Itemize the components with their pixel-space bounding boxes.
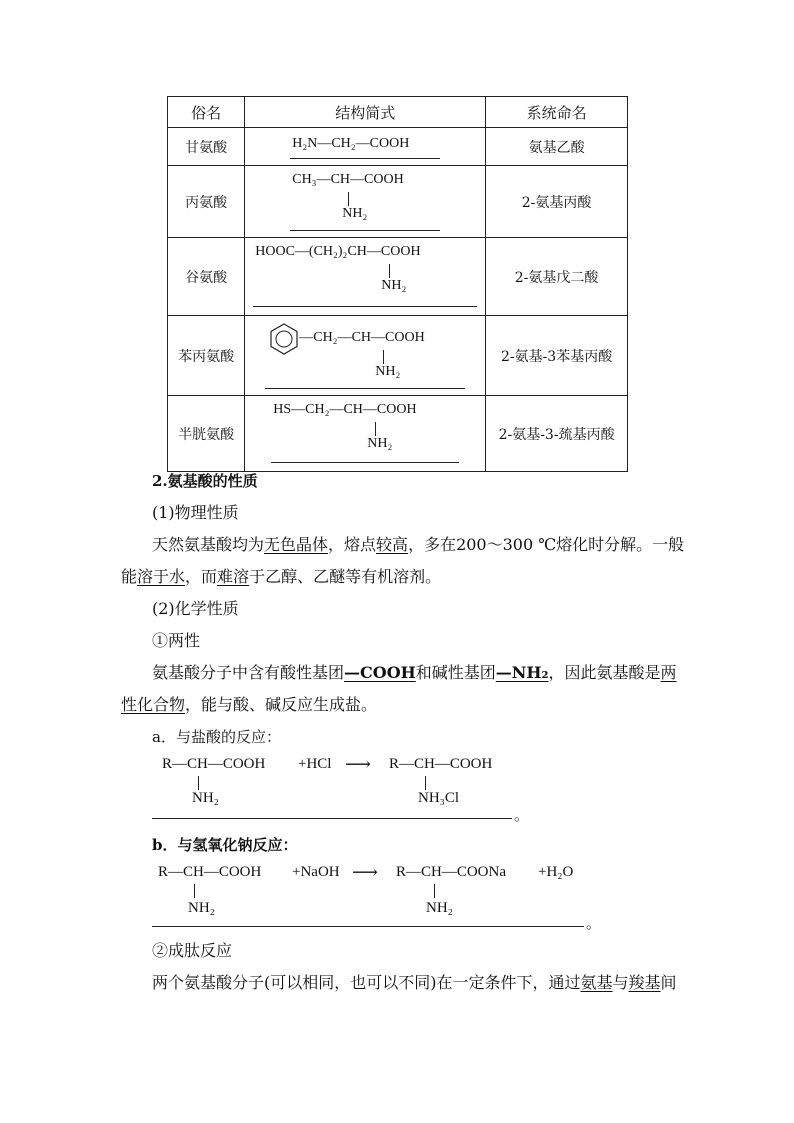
cell-common-name: 丙氨酸 bbox=[168, 166, 245, 238]
subsection-title: ①两性 bbox=[152, 631, 201, 650]
answer-underline bbox=[265, 388, 465, 389]
text-run: 与 bbox=[612, 973, 629, 992]
formula-main: HOOC—(CH₂)₂CH—COOH bbox=[255, 243, 421, 259]
formula-branch: NH₂ bbox=[367, 435, 393, 451]
benzene-ring-icon bbox=[267, 322, 301, 356]
reactant-branch: NH₂ bbox=[192, 790, 219, 806]
answer-blank: —NH₂ bbox=[495, 663, 549, 682]
by-product: +H₂O bbox=[538, 864, 574, 880]
reactant: R—CH—COOH bbox=[158, 864, 262, 880]
cell-system-name: 2-氨基丙酸 bbox=[486, 166, 628, 238]
cell-common-name: 苯丙氨酸 bbox=[168, 316, 245, 396]
answer-blank: 较高 bbox=[376, 535, 409, 554]
formula-main: —CH₂—CH—COOH bbox=[299, 329, 425, 345]
cell-formula bbox=[245, 166, 486, 238]
bond-line bbox=[425, 776, 426, 790]
subsection-title: ②成肽反应 bbox=[152, 941, 233, 960]
cell-formula bbox=[245, 316, 486, 396]
product: R—CH—COOH bbox=[389, 756, 493, 772]
reagent: +HCl bbox=[298, 756, 332, 772]
table-header-row bbox=[168, 97, 628, 128]
text-run: ，熔点 bbox=[328, 535, 377, 554]
text-run: 两个氨基酸分子(可以相同，也可以不同)在一定条件下，通过 bbox=[152, 973, 581, 992]
answer-blank: 两 bbox=[660, 663, 677, 682]
period: 。 bbox=[586, 916, 602, 932]
text-run: ，而 bbox=[185, 567, 218, 586]
text-run: ，能与酸、碱反应生成盐。 bbox=[185, 695, 378, 714]
answer-underline bbox=[290, 158, 440, 159]
answer-blank: 难溶 bbox=[217, 567, 250, 586]
cell-common-name: 甘氨酸 bbox=[168, 128, 245, 166]
text-run: 天然氨基酸均为 bbox=[152, 535, 265, 554]
paragraph-line bbox=[152, 529, 684, 561]
bond-line bbox=[434, 884, 435, 898]
cell-common-name: 半胱氨酸 bbox=[168, 396, 245, 472]
answer-underline bbox=[253, 306, 477, 307]
hcl-reaction bbox=[152, 752, 532, 822]
formula-main: CH₃—CH—COOH bbox=[292, 171, 404, 187]
reaction-arrow: ⟶ bbox=[345, 754, 371, 774]
product-branch: NH₂ bbox=[426, 900, 453, 916]
cell-formula bbox=[245, 128, 486, 166]
reagent: +NaOH bbox=[292, 864, 340, 880]
formula-branch: NH₂ bbox=[381, 277, 407, 293]
answer-underline bbox=[152, 818, 512, 819]
formula-main: H₂N—CH₂—COOH bbox=[292, 135, 410, 151]
formula-main: HS—CH₂—CH—COOH bbox=[273, 401, 417, 417]
section-title: 2.氨基酸的性质 bbox=[152, 472, 258, 490]
answer-blank: 羧基 bbox=[628, 973, 661, 992]
paragraph-line bbox=[152, 967, 677, 999]
period: 。 bbox=[514, 808, 530, 824]
product: R—CH—COONa bbox=[396, 864, 507, 880]
answer-blank: 无色晶体 bbox=[264, 535, 329, 554]
paragraph-line bbox=[152, 657, 677, 689]
table-row bbox=[168, 316, 628, 396]
answer-underline bbox=[290, 230, 440, 231]
reaction-title: a．与盐酸的反应： bbox=[152, 728, 281, 746]
answer-blank: 性化合物 bbox=[121, 695, 186, 714]
paragraph-line bbox=[121, 689, 377, 721]
cell-formula bbox=[245, 396, 486, 472]
bond-line bbox=[194, 884, 195, 898]
product-branch: NH₃Cl bbox=[418, 790, 460, 806]
text-run: 氨基酸分子中含有酸性基团 bbox=[152, 663, 345, 682]
bond-line bbox=[348, 192, 349, 206]
subsection-title: (1)物理性质 bbox=[152, 503, 239, 522]
table-row bbox=[168, 396, 628, 472]
bond-line bbox=[375, 422, 376, 436]
text-run: ，多在200～300 ℃熔化时分解。一般 bbox=[408, 535, 685, 554]
text-run: ，因此氨基酸是 bbox=[548, 663, 661, 682]
table-row bbox=[168, 166, 628, 238]
cell-system-name: 2-氨基-3-巯基丙酸 bbox=[486, 396, 628, 472]
answer-blank: 氨基 bbox=[580, 973, 613, 992]
bond-line bbox=[389, 264, 390, 278]
formula-branch: NH₂ bbox=[342, 205, 368, 221]
naoh-reaction bbox=[152, 860, 612, 932]
header-formula: 结构简式 bbox=[245, 97, 486, 128]
reactant: R—CH—COOH bbox=[162, 756, 266, 772]
answer-underline bbox=[271, 462, 459, 463]
paragraph-line bbox=[121, 561, 441, 593]
reaction-title: b．与氢氧化钠反应： bbox=[152, 836, 298, 854]
answer-underline bbox=[152, 926, 584, 927]
formula-branch: NH₂ bbox=[375, 363, 401, 379]
amino-acid-table bbox=[167, 96, 628, 472]
cell-system-name: 2-氨基-3苯基丙酸 bbox=[486, 316, 628, 396]
reactant-branch: NH₂ bbox=[188, 900, 215, 916]
cell-common-name: 谷氨酸 bbox=[168, 238, 245, 316]
table-row bbox=[168, 238, 628, 316]
table-row bbox=[168, 128, 628, 166]
answer-blank: —COOH bbox=[344, 663, 416, 682]
bond-line bbox=[198, 776, 199, 790]
text-run: 于乙醇、乙醚等有机溶剂。 bbox=[249, 567, 442, 586]
text-run: 和碱性基团 bbox=[415, 663, 496, 682]
subsection-title: (2)化学性质 bbox=[152, 599, 239, 618]
bond-line bbox=[383, 350, 384, 364]
header-common-name: 俗名 bbox=[168, 97, 245, 128]
cell-formula bbox=[245, 238, 486, 316]
cell-system-name: 2-氨基戊二酸 bbox=[486, 238, 628, 316]
text-run: 能 bbox=[121, 567, 138, 586]
header-system-name: 系统命名 bbox=[486, 97, 628, 128]
answer-blank: 溶于水 bbox=[137, 567, 186, 586]
text-run: 间 bbox=[660, 973, 677, 992]
reaction-arrow: ⟶ bbox=[352, 862, 378, 882]
cell-system-name: 氨基乙酸 bbox=[486, 128, 628, 166]
